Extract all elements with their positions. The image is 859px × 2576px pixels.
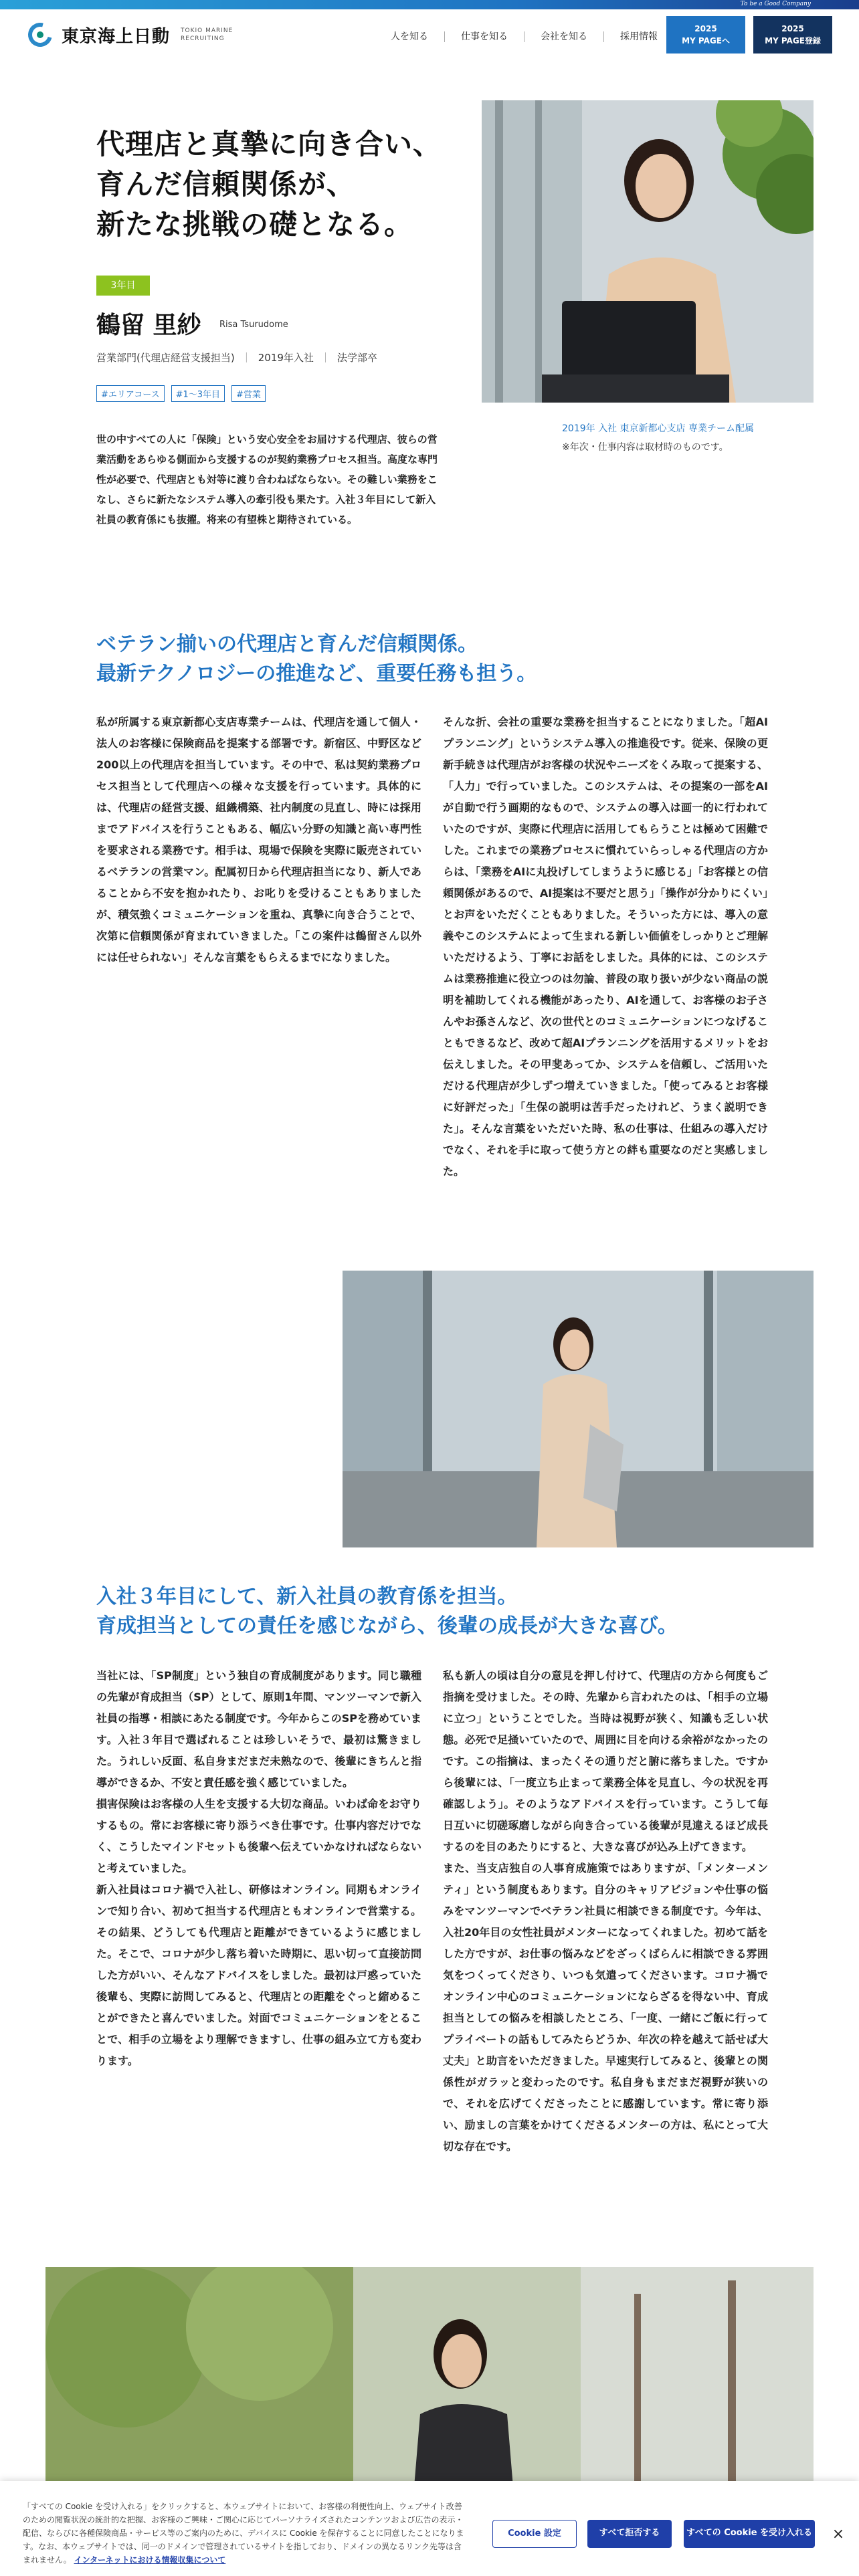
- person-name-roman: Risa Tsurudome: [219, 320, 288, 330]
- section1-left-text: 私が所属する東京新都心支店専業チームは、代理店を通して個人・法人のお客様に保険商品を提案する部署です。新宿区、中野区など200以上の代理店を担当しています。その中で、私は契約業務プロセス担当として代理店への様々な支援を行っています。具体的には、代理店の経営支援、組織構築、社内制度の見直し、時には採用までアドバイスを行うこともある、幅広い分野の知識と高い専門性を要求される業務です。相手は、現場で保険を実際に販売されているベテランの営業マン。配属初日から代理店担当になり、新人であることから不安を抱かれたり、お叱りを受けることもありましたが、積気強くコミュニケーションを重ね、真摯に向き合うことで、次第に信頼関係が育まれていきました。「この案件は鶴留さん以外には任せられない」そんな言葉をもらえるまでになりました。: [96, 716, 421, 964]
- walking-photo: [343, 1271, 814, 1547]
- hero-caption-note: ※年次・仕事内容は取材時のものです。: [562, 442, 729, 453]
- logo-subtitle: TOKIO MARINE RECRUITING: [181, 27, 233, 42]
- nav-recruit-info[interactable]: 採用情報: [603, 31, 674, 42]
- person-info: 営業部門(代理店経営支援担当) ｜ 2019年入社 ｜ 法学部卒: [96, 352, 377, 364]
- logo-text: 東京海上日動: [62, 26, 171, 47]
- person-name: 鶴留 里紗: [96, 312, 201, 339]
- cookie-policy-link[interactable]: インターネットにおける情報収集について: [74, 2555, 226, 2565]
- site-logo[interactable]: [27, 21, 233, 48]
- nav-people[interactable]: 人を知る: [391, 31, 428, 42]
- hero-caption: 2019年 入社 東京新都心支店 専業チーム配属: [562, 423, 754, 434]
- nav-work[interactable]: 仕事を知る: [444, 31, 524, 42]
- top-gradient-bar: [0, 0, 859, 9]
- person-faculty: 法学部卒: [337, 352, 377, 364]
- cookie-text: 「すべての Cookie を受け入れる」をクリックすると、本ウェブサイトにおいて、お客様の利便性向上、ウェブサイト改善のための閲覧状況の統計的な把握、お客様のご興味・ご関心に応じてパーソナライズされたコンテンツおよび広告の表示・配信、ならびに各種保険商品・サービス等のご案内のために、デバイスに Cookie を保存することに同意したことになります。なお、本ウェブサイトでは、同一のドメインで管理されているサイトを指しており、ドメインの異なるリンク先等は含まれません。 インターネットにおける情報収集について: [23, 2502, 464, 2565]
- hero-photo: [482, 100, 814, 403]
- tag-sales[interactable]: #営業: [231, 385, 266, 402]
- mypage-register-button[interactable]: 2025 MY PAGE登録: [753, 16, 832, 53]
- person-joined: 2019年入社: [258, 352, 314, 364]
- cookie-accept-all-button[interactable]: すべての Cookie を受け入れる: [684, 2520, 815, 2548]
- topbar-tagline: To be a Good Company: [740, 1, 811, 7]
- tag-area-course[interactable]: #エリアコース: [96, 385, 165, 402]
- person-dept: 営業部門(代理店経営支援担当): [96, 352, 235, 364]
- section2-title: 入社３年目にして、新入社員の教育係を担当。 育成担当としての責任を感じながら、後輩の成長が大きな喜び。: [96, 1585, 678, 1638]
- hero-intro: 世の中すべての人に「保険」という安心安全をお届けする代理店、彼らの営業活動をあらゆる側面から支援するのが契約業務プロセス担当。高度な専門性が必要で、代理店とも対等に渡り合わねばならない。その難しい業務をこなし、さらに新たなシステム導入の牽引役も果たす。入社３年目にして新入社員の教育係にも抜擢。将来の有望株と期待されている。: [96, 433, 438, 526]
- mypage-button[interactable]: 2025 MY PAGEへ: [666, 16, 745, 53]
- section1-title: ベテラン揃いの代理店と育んだ信頼関係。 最新テクノロジーの推進など、重要任務も担う。: [96, 633, 537, 685]
- tag-list: [96, 385, 266, 402]
- tag-years[interactable]: #1〜3年目: [171, 385, 225, 402]
- site-header: [0, 9, 859, 63]
- close-icon[interactable]: ×: [832, 2526, 845, 2543]
- hero-title: 代理店と真摯に向き合い、 育んだ信頼関係が、 新たな挑戦の礎となる。: [96, 128, 442, 241]
- logo-mark-icon: [27, 21, 54, 48]
- cookie-settings-button[interactable]: Cookie 設定: [492, 2520, 577, 2548]
- year-badge: 3年目: [96, 276, 150, 296]
- nav-company[interactable]: 会社を知る: [524, 31, 603, 42]
- section2-left-text: 当社には、「SP制度」という独自の育成制度があります。同じ職種の先輩が育成担当（SP）として、原則1年間、マンツーマンで新入社員の指導・相談にあたる制度です。今年からこのSPを務めています。入社３年目で選ばれることは珍しいそうで、最初は驚きました。うれしい反面、私自身まだまだ未熟なので、後輩にきちんと指導ができるか、不安と責任感を強く感じていました。 損害保険はお客様の人生を支援する大切な商品。いわば命をお守りするもの。常にお客様に寄り添うべき仕事です。仕事内容だけでなく、こうしたマインドセットも後輩へ伝えていかなければならないと考えていました。 新入社員はコロナ禍で入社し、研修はオンライン。同期もオンラインで知り合い、初めて担当する代理店ともオンラインで営業する。その結果、どうしても代理店と距離ができているように感じました。そこで、コロナが少し落ち着いた時期に、思い切って直接訪問した方がいい、そんなアドバイスをしました。最初は戸惑っていた後輩も、実際に訪問してみると、代理店との距離をぐっと縮めることができたと喜んでいました。対面でコミュニケーションをとることで、相手の立場をより理解できますし、仕事の組み立て方も変わります。: [96, 1669, 421, 2067]
- section2-right-text: 私も新人の頃は自分の意見を押し付けて、代理店の方から何度もご指摘を受けました。その時、先輩から言われたのは、「相手の立場に立つ」ということでした。当時は視野が狭く、知識も乏しい状態。必死で足掻いていたので、周囲に目を向ける余裕がなかったのです。この指摘は、まったくその通りだと腑に落ちました。ですから後輩には、「一度立ち止まって業務全体を見直し、今の状況を再確認しよう」。そのようなアドバイスを行っています。こうして毎日互いに切磋琢磨しながら向き合っている後輩が見違えるほど成長するのを目のあたりにすると、大きな喜びが込み上げてきます。 また、当支店独自の人事育成施策ではありますが、「メンターメンティ」という制度もあります。自分のキャリアビジョンや仕事の悩みをマンツーマンでベテラン社員に相談できる制度です。今年は、入社20年目の女性社員がメンターになってくれました。初めて話をした方ですが、お仕事の悩みなどをざっくばらんに相談できる雰囲気をつくってくださり、いつも気遣ってくださいます。コロナ禍でオンライン中心のコミュニケーションにならざるを得ない中、育成担当としての悩みを相談したところ、「一度、一緒にご飯に行ってプライベートの話もしてみたらどうか、年次の枠を越えて話せば大丈夫」と助言をいただきました。早速実行してみると、後輩との関係性がガラッと変わったのです。私自身もまだまだ視野が狭いので、それを広げてくださったことに感謝しています。常に寄り添い、励ましの言葉をかけてくださるメンターの方は、私にとって大切な存在です。: [443, 1669, 768, 2153]
- section1-right-text: そんな折、会社の重要な業務を担当することになりました。「超AIプランニング」というシステム導入の推進役です。従来、保険の更新手続きは代理店がお客様の状況やニーズをくみ取って提案する、「人力」で行っていました。このシステムは、その提案の一部をAIが自動で行う画期的なもので、システムの導入は画一的に行われていたのですが、実際に代理店に活用してもらうことは極めて困難でした。これまでの業務プロセスに慣れていらっしゃる代理店の方からは、「業務をAIに丸投げしてしまうように感じる」「お客様との信頼関係があるので、AI提案は不要だと思う」「操作が分かりにくい」とお声をいただくこともありました。そういった方には、導入の意義やこのシステムによって生まれる新しい価値をしっかりとご理解いただけるよう、丁寧にお話をしました。具体的には、このシステムは業務推進に役立つのは勿論、普段の取り扱いが少ない商品の説明を補助してくれる機能があったり、AIを通して、お客様のお子さんやお孫さんなど、次の世代とのコミュニケーションにつなげることもできるなど、改めて超AIプランニングを活用するメリットをお伝えしました。その甲斐あってか、システムを信頼し、ご活用いただける代理店が少しずつ増えていきました。「使ってみるとお客様に好評だった」「生保の説明は苦手だったけれど、うまく説明できた」。そんな言葉をいただいた時、私の仕事は、仕組みの導入だけでなく、それを手に取って使う方との絆も重要なのだと実感しました。: [443, 716, 768, 1178]
- cookie-banner: [0, 2481, 859, 2576]
- global-nav: [375, 27, 674, 47]
- cookie-reject-all-button[interactable]: すべて拒否する: [587, 2520, 672, 2548]
